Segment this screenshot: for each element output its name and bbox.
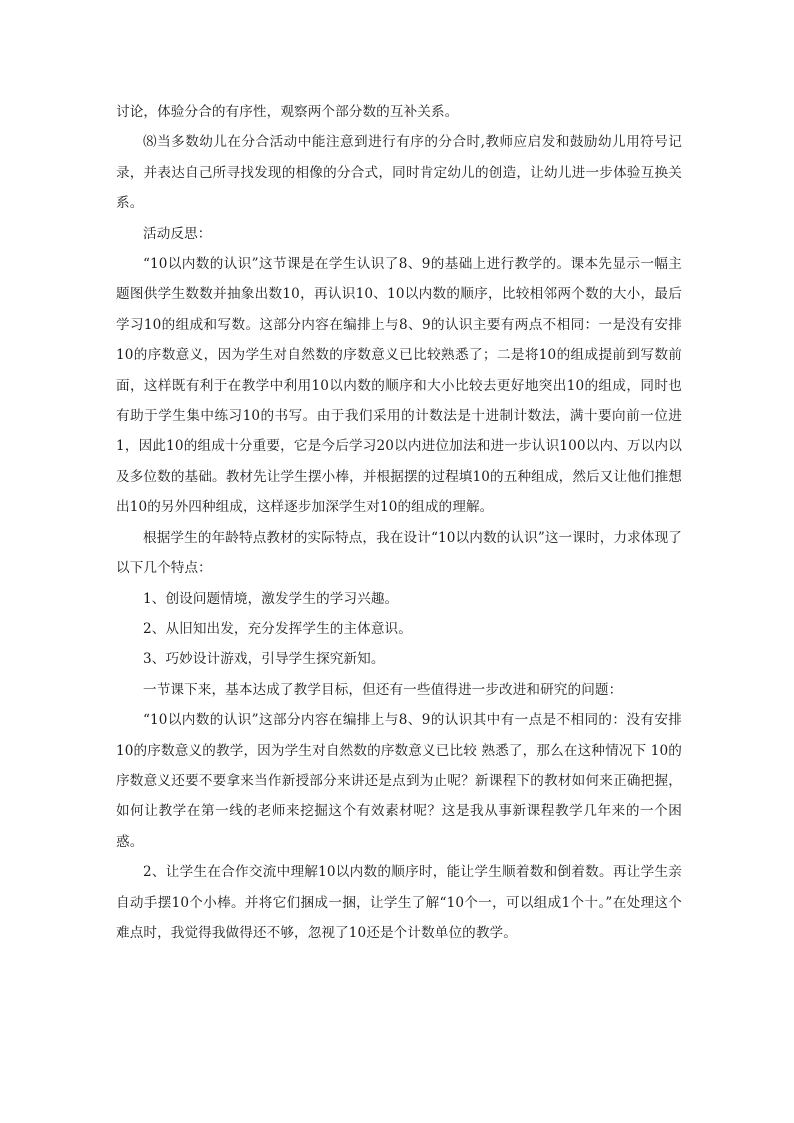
- heading-activity-reflection: 活动反思：: [143, 225, 212, 242]
- paragraph-step-8: ⑻当多数幼儿在分合活动中能注意到进行有序的分合时,教师应启发和鼓励幼儿用符号记录，并表达自己所寻找发现的相像的分合式，同时肯定幼儿的创造，让幼儿进一步体验互换关系。: [116, 134, 682, 212]
- paragraph-issue-1: “10以内数的认识”这部分内容在编排上与8、9的认识其中有一点是不相同的：没有安排10的序数意义的教学，因为学生对自然数的序数意义已比较 熟悉了，那么在这种情况下 10的序数意义还要不要拿来当作新授部分来讲还是点到为止呢？新课程下的教材如何来正确把握，如何让教学在第一线的老师来挖掘这个有效素材呢？这是我从事新课程教学几年来的一个困惑。: [116, 712, 682, 850]
- paragraph-discussion-continuation: 讨论，体验分合的有序性，观察两个部分数的互补关系。: [116, 104, 459, 120]
- document-body: [116, 97, 682, 948]
- paragraph-issue-2: 2、让学生在合作交流中理解10以内数的顺序时，能让学生顺着数和倒着数。再让学生亲自动手摆10个小棒。并将它们捆成一捆，让学生了解“10个一，可以组成1个十。”在处理这个难点时，我觉得我做得还不够，忽视了10还是个计数单位的教学。: [116, 864, 682, 941]
- list-item-feature-2: 2、从旧知出发，充分发挥学生的主体意识。: [143, 620, 412, 637]
- paragraph-lesson-overview: “10以内数的认识”这节课是在学生认识了8、9的基础上进行教学的。课本先显示一幅主题图供学生数数并抽象出数10，再认识10、10以内数的顺序，比较相邻两个数的大小，最后学习10的组成和写数。这部分内容在编排上与8、9的认识主要有两点不相同：一是没有安排10的序数意义，因为学生对自然数的序数意义已比较熟悉了；二是将10的组成提前到写数前面，这样既有利于在教学中利用10以内数的顺序和大小比较去更好地突出10的组成，同时也有助于学生集中练习10的书写。由于我们采用的计数法是十进制计数法，满十要向前一位进1，因此10的组成十分重要，它是今后学习20以内进位加法和进一步认识100以内、万以内以及多位数的基础。教材先让学生摆小棒，并根据摆的过程填10的五种组成，然后又让他们推想出10的另外四种组成，这样逐步加深学生对10的组成的理解。: [116, 256, 682, 516]
- paragraph-design-features-intro: 根据学生的年龄特点教材的实际特点，我在设计“10以内数的认识”这一课时，力求体现了以下几个特点：: [116, 529, 682, 577]
- list-item-feature-3: 3、巧妙设计游戏，引导学生探究新知。: [143, 651, 385, 668]
- paragraph-issues-intro: 一节课下来，基本达成了教学目标，但还有一些值得进一步改进和研究的问题：: [143, 681, 623, 698]
- list-item-feature-1: 1、创设问题情境，激发学生的学习兴趣。: [143, 590, 399, 607]
